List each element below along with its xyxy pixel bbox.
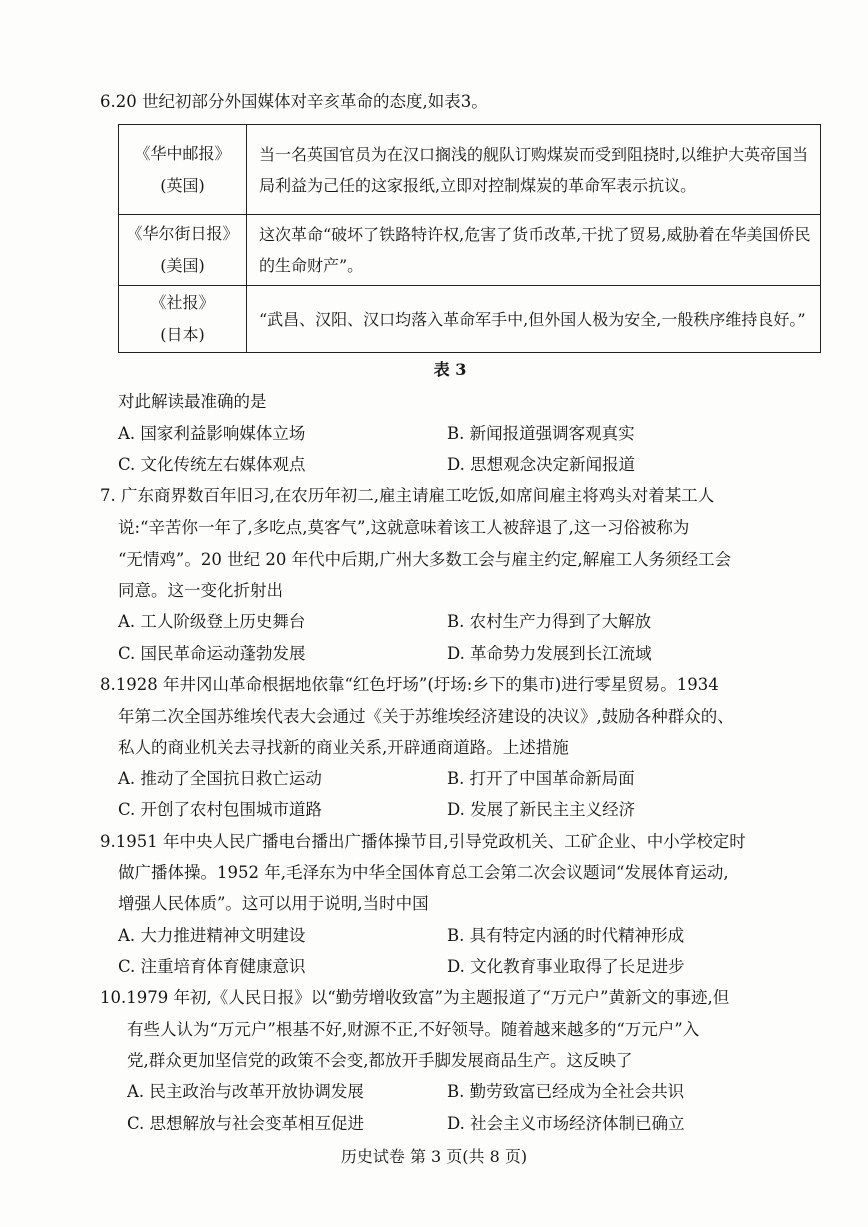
q8-option-c[interactable]: C. 开创了农村包围城市道路: [118, 800, 323, 819]
newspaper-name: 《华中邮报》: [134, 143, 231, 163]
q10-option-b[interactable]: B. 勤劳致富已经成为全社会共识: [447, 1082, 685, 1101]
q7-option-b[interactable]: B. 农村生产力得到了大解放: [447, 612, 652, 631]
q10-option-a[interactable]: A. 民主政治与改革开放协调发展: [127, 1082, 364, 1101]
q6-option-c[interactable]: C. 文化传统左右媒体观点: [118, 455, 306, 474]
q6-option-b[interactable]: B. 新闻报道强调客观真实: [447, 424, 635, 443]
q10-option-c[interactable]: C. 思想解放与社会变革相互促进: [127, 1114, 365, 1133]
table-source-cell: [119, 215, 247, 286]
table-source-cell: [119, 286, 247, 353]
table-text-cell: “武昌、汉阳、汉口均落入革命军手中,但外国人极为安全,一般秩序维持良好。”: [247, 286, 821, 353]
q7-line: 同意。这一变化折射出: [118, 581, 283, 600]
q9-option-a[interactable]: A. 大力推进精神文明建设: [118, 926, 306, 945]
page-footer: 历史试卷 第 3 页(共 8 页): [340, 1147, 528, 1166]
newspaper-country: (英国): [160, 175, 205, 195]
q9-option-b[interactable]: B. 具有特定内涵的时代精神形成: [447, 926, 685, 945]
q8-option-b[interactable]: B. 打开了中国革命新局面: [447, 769, 635, 788]
table-text-cell: 当一名英国官员为在汉口搁浅的舰队订购煤炭而受到阻挠时,以维护大英帝国当局利益为己任的这家报纸,立即对控制煤炭的革命军表示抗议。: [247, 125, 821, 215]
table-row: [119, 286, 821, 353]
q6-table: [118, 124, 821, 353]
newspaper-name: 《社报》: [150, 293, 215, 312]
table-row: [119, 215, 821, 286]
q8-option-a[interactable]: A. 推动了全国抗日救亡运动: [118, 769, 322, 788]
q6-option-a[interactable]: A. 国家利益影响媒体立场: [118, 424, 306, 443]
q8-line: 私人的商业机关去寻找新的商业关系,开辟通商道路。上述措施: [118, 738, 569, 757]
q7-line: 7. 广东商界数百年旧习,在农历年初二,雇主请雇工吃饭,如席间雇主将鸡头对着某工人: [100, 486, 715, 505]
q7-line: 说:“辛苦你一年了,多吃点,莫客气”,这就意味着该工人被辞退了,这一习俗被称为: [118, 518, 690, 537]
q8-line: 8.1928 年井冈山革命根据地依靠“红色圩场”(圩场:乡下的集市)进行零星贸易。1934: [100, 675, 719, 694]
table-row: [119, 125, 821, 215]
q7-option-c[interactable]: C. 国民革命运动蓬勃发展: [118, 644, 306, 663]
q6-option-d[interactable]: D. 思想观念决定新闻报道: [447, 455, 636, 474]
q10-option-d[interactable]: D. 社会主义市场经济体制已确立: [447, 1114, 685, 1133]
q7-line: “无情鸡”。20 世纪 20 年代中后期,广州大多数工会与雇主约定,解雇工人务须经工会: [118, 550, 732, 569]
q7-option-a[interactable]: A. 工人阶级登上历史舞台: [118, 612, 306, 631]
q9-line: 9.1951 年中央人民广播电台播出广播体操节目,引导党政机关、工矿企业、中小学校定时: [100, 832, 746, 851]
q10-line: 10.1979 年初,《人民日报》以“勤劳增收致富”为主题报道了“万元户”黄新文的事迹,但: [100, 988, 730, 1007]
q8-line: 年第二次全国苏维埃代表大会通过《关于苏维埃经济建设的决议》,鼓励各种群众的、: [118, 707, 734, 726]
newspaper-name: 《华尔街日报》: [126, 224, 239, 243]
q9-line: 增强人民体质”。这可以用于说明,当时中国: [118, 894, 429, 913]
q8-option-d[interactable]: D. 发展了新民主主义经济: [447, 800, 636, 819]
table-caption: 表 3: [433, 360, 467, 379]
q6-stem: 6.20 世纪初部分外国媒体对辛亥革命的态度,如表3。: [100, 92, 488, 111]
q7-option-d[interactable]: D. 革命势力发展到长江流域: [447, 644, 652, 663]
newspaper-country: (日本): [160, 325, 205, 344]
q9-option-d[interactable]: D. 文化教育事业取得了长足进步: [447, 957, 685, 976]
q10-line: 有些人认为“万元户”根基不好,财源不正,不好领导。随着越来越多的“万元户”入: [127, 1020, 700, 1039]
q6-prompt: 对此解读最准确的是: [118, 392, 267, 411]
q9-option-c[interactable]: C. 注重培育体育健康意识: [118, 957, 306, 976]
table-text-cell: 这次革命“破坏了铁路特许权,危害了货币改革,干扰了贸易,威胁着在华美国侨民的生命财产”。: [247, 215, 821, 286]
q10-line: 党,群众更加坚信党的政策不会变,都放开手脚发展商品生产。这反映了: [127, 1051, 633, 1070]
newspaper-country: (美国): [160, 256, 205, 275]
table-source-cell: [119, 125, 247, 215]
q9-line: 做广播体操。1952 年,毛泽东为中华全国体育总工会第二次会议题词“发展体育运动,: [118, 863, 729, 882]
